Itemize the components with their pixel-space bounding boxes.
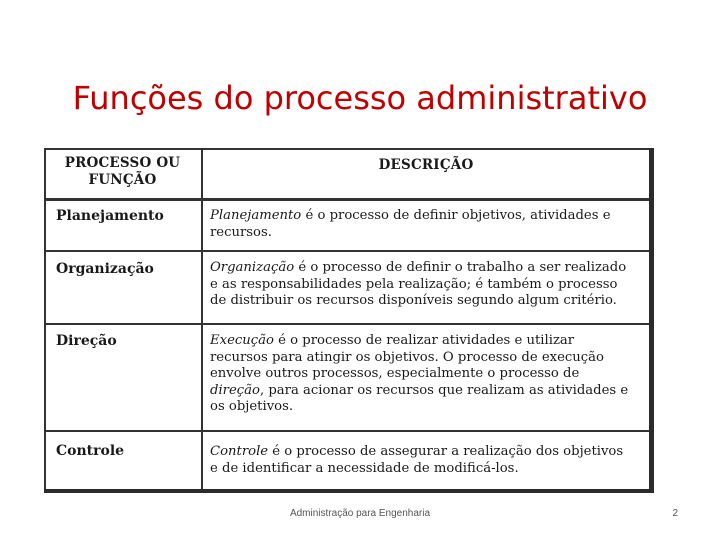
description-text: , para acionar os recursos que realizam as atividades e — [259, 382, 629, 398]
description-line: recursos. — [210, 224, 272, 240]
header-description: DESCRIÇÃO — [378, 157, 474, 173]
row-label-direcao: Direção — [56, 333, 117, 349]
row-divider — [44, 430, 649, 432]
table-top-border — [44, 148, 649, 150]
description-term: Execução — [210, 333, 274, 348]
description-line: e de identificar a necessidade de modificá-los. — [210, 460, 519, 476]
description-text: é o processo de assegurar a realização dos objetivos — [268, 444, 624, 459]
row-description-controle — [210, 444, 646, 477]
row-label-planejamento: Planejamento — [56, 208, 164, 224]
description-line: de distribuir os recursos disponíveis segundo algum critério. — [210, 293, 617, 308]
description-text: é o processo de definir objetivos, atividades e — [301, 208, 611, 223]
description-line — [210, 383, 646, 400]
description-line — [210, 333, 646, 350]
row-description-direcao — [210, 333, 646, 416]
header-process-line-2: FUNÇÃO — [88, 172, 157, 188]
row-label-organizacao: Organização — [56, 261, 154, 277]
description-line: os objetivos. — [210, 399, 294, 414]
description-term: Planejamento — [210, 208, 302, 223]
row-description-organizacao — [210, 260, 646, 310]
header-process-function — [44, 155, 201, 189]
description-line: envolve outros processos, especialmente o processo de — [210, 366, 580, 381]
row-description-planejamento — [210, 208, 646, 241]
description-text: é o processo de definir o trabalho a ser realizado — [294, 260, 627, 275]
slide-footer: Administração para Engenharia — [289, 508, 431, 519]
description-line — [210, 208, 646, 225]
row-divider — [44, 323, 649, 325]
description-line — [210, 444, 646, 461]
header-process-line-1: PROCESSO OU — [64, 155, 181, 171]
page-number: 2 — [672, 508, 678, 519]
header-divider — [44, 198, 649, 201]
slide-title: Funções do processo administrativo — [72, 79, 648, 117]
row-divider — [44, 250, 649, 252]
row-label-controle: Controle — [56, 443, 125, 459]
description-line — [210, 260, 646, 277]
description-line: recursos para atingir os objetivos. O processo de execução — [210, 349, 604, 365]
description-line: e as responsabilidades pela realização; é também o processo — [210, 276, 618, 292]
description-term: Controle — [210, 444, 269, 459]
description-term: Organização — [210, 260, 295, 275]
process-functions-table — [44, 148, 654, 493]
description-inline-term: direção — [210, 382, 260, 398]
description-text: é o processo de realizar atividades e utilizar — [273, 333, 575, 348]
